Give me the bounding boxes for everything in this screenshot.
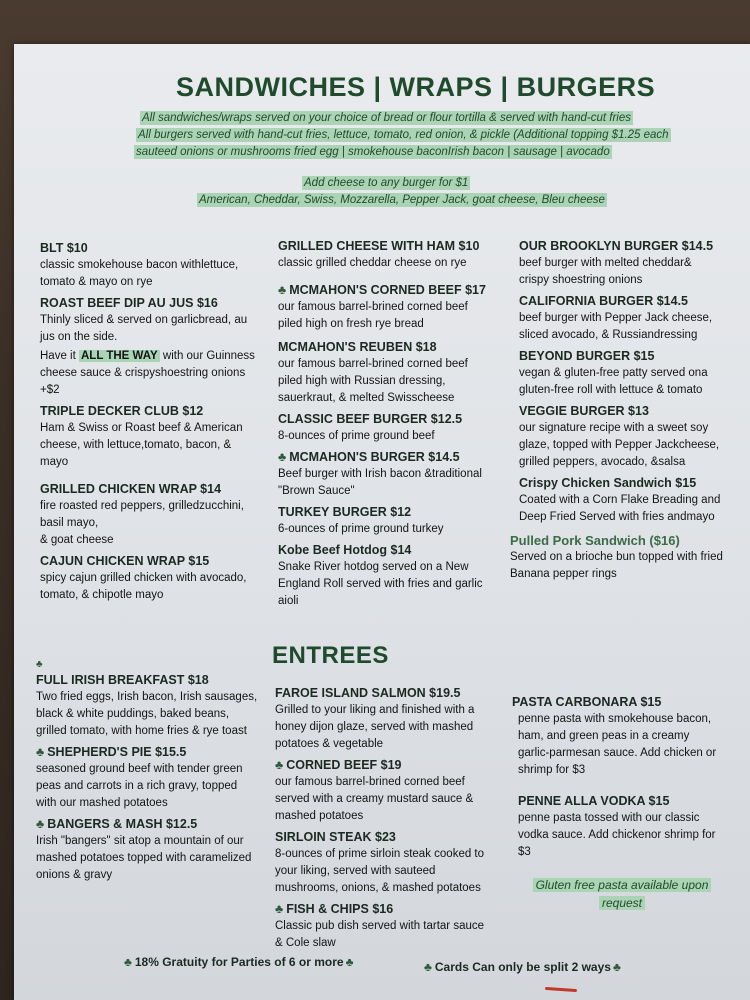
sandwich-column-1 xyxy=(40,236,260,606)
menu-item-desc: & goat cheese xyxy=(40,534,114,546)
menu-item-desc: Ham & Swiss or Roast beef & American cheese, with lettuce,tomato, bacon, & mayo xyxy=(40,422,243,468)
menu-item-desc: Snake River hotdog served on a New England Roll served with fries and garlic aioli xyxy=(278,561,483,607)
menu-item-title: VEGGIE BURGER $13 xyxy=(519,404,649,418)
menu-item-desc: Irish "bangers" sit atop a mountain of our mashed potatoes topped with caramelized onions & gravy xyxy=(36,835,252,881)
menu-item-desc: Two fried eggs, Irish bacon, Irish sausages, black & white puddings, baked beans, grilled tomato, with home fries & rye toast xyxy=(36,691,258,737)
menu-item-title: ♣ SHEPHERD'S PIE $15.5 xyxy=(36,745,187,759)
menu-item-desc: spicy cajun grilled chicken with avocado, tomato, & chipotle mayo xyxy=(40,572,247,601)
menu-item-title: MCMAHON'S REUBEN $18 xyxy=(278,340,437,354)
shamrock-icon: ♣ xyxy=(275,758,284,772)
shamrock-icon: ♣ xyxy=(36,659,43,670)
menu-item-title: Kobe Beef Hotdog $14 xyxy=(278,543,412,557)
shamrock-icon: ♣ xyxy=(345,955,354,969)
shamrock-icon: ♣ xyxy=(124,955,132,969)
menu-item-desc: our famous barrel-brined corned beef piled high on fresh rye bread xyxy=(278,301,468,330)
entree-column-2 xyxy=(275,681,487,954)
menu-item-desc: Coated with a Corn Flake Breading and Deep Fried Served with fries andmayo xyxy=(519,494,721,523)
cheese-note-1: Add cheese to any burger for $1 xyxy=(304,177,469,189)
menu-item-desc: penne pasta tossed with our classic vodka sauce. Add chickenor shrimp for $3 xyxy=(518,812,716,858)
sandwiches-title: SANDWICHES | WRAPS | BURGERS xyxy=(176,72,656,102)
menu-item-title: ♣ BANGERS & MASH $12.5 xyxy=(36,817,198,831)
menu-item-desc: 6-ounces of prime ground turkey xyxy=(278,523,444,535)
menu-item-desc: classic grilled cheddar cheese on rye xyxy=(278,257,467,269)
shamrock-icon: ♣ xyxy=(612,960,621,974)
menu-item-title: PASTA CARBONARA $15 xyxy=(512,695,662,709)
menu-item-title: CLASSIC BEEF BURGER $12.5 xyxy=(278,412,463,426)
menu-item-title: ♣ CORNED BEEF $19 xyxy=(275,758,402,772)
shamrock-icon: ♣ xyxy=(278,450,287,464)
all-the-way-highlight: ALL THE WAY xyxy=(81,350,158,362)
shamrock-icon: ♣ xyxy=(36,817,45,831)
menu-item-title: CAJUN CHICKEN WRAP $15 xyxy=(40,554,210,568)
menu-item-title: GRILLED CHEESE WITH HAM $10 xyxy=(278,239,480,253)
menu-item-desc: beef burger with Pepper Jack cheese, sliced avocado, & Russiandressing xyxy=(519,312,713,341)
menu-item-title: FULL IRISH BREAKFAST $18 xyxy=(36,673,209,687)
menu-item-title: BEYOND BURGER $15 xyxy=(519,349,655,363)
menu-item-desc: Served on a brioche bun topped with fried Banana pepper rings xyxy=(510,551,723,580)
menu-item-title: TURKEY BURGER $12 xyxy=(278,505,412,519)
menu-item-title: ♣ MCMAHON'S CORNED BEEF $17 xyxy=(278,283,486,297)
menu-item-upgrade: Have it ALL THE WAY with our Guinness cheese sauce & crispyshoestring onions +$2 xyxy=(40,350,255,396)
sandwich-column-3 xyxy=(519,234,724,528)
menu-item-desc: penne pasta with smokehouse bacon, ham, and green peas in a creamy garlic-parmesan sauce. Add chicken or shrimp for $3 xyxy=(518,713,717,776)
shamrock-icon: ♣ xyxy=(424,960,432,974)
entree-column-1 xyxy=(36,660,258,886)
menu-item-desc: 8-ounces of prime sirloin steak cooked to your liking, served with sauteed mushrooms, onions, & mashed potatoes xyxy=(275,848,485,894)
menu-item-title: Pulled Pork Sandwich ($16) xyxy=(510,533,680,548)
menu-item-title: PENNE ALLA VODKA $15 xyxy=(518,794,670,808)
cheese-note-2: American, Cheddar, Swiss, Mozzarella, Pepper Jack, goat cheese, Bleu cheese xyxy=(199,194,605,206)
header-note-3: sauteed onions or mushrooms fried egg | smokehouse baconIrish bacon | sausage | avocado xyxy=(136,146,610,158)
menu-item-title: BLT $10 xyxy=(40,241,88,255)
menu-item-desc: Classic pub dish served with tartar sauce & Cole slaw xyxy=(275,920,485,949)
menu-item-desc: beef burger with melted cheddar& crispy shoestring onions xyxy=(519,257,692,286)
pulled-pork-item xyxy=(510,528,725,585)
menu-item-title: ♣ MCMAHON'S BURGER $14.5 xyxy=(278,450,460,464)
menu-item-title: OUR BROOKLYN BURGER $14.5 xyxy=(519,239,714,253)
header-note-1: All sandwiches/wraps served on your choice of bread or flour tortilla & served with hand-cut fries xyxy=(142,112,631,124)
menu-item-title: Crispy Chicken Sandwich $15 xyxy=(519,476,697,490)
sandwich-column-2 xyxy=(278,234,493,612)
menu-item-title: ♣ FISH & CHIPS $16 xyxy=(275,902,394,916)
menu-item-desc: Grilled to your liking and finished with a honey dijon glaze, served with mashed potatoes & vegetable xyxy=(275,704,475,750)
menu-item-desc: our signature recipe with a sweet soy glaze, topped with Pepper Jackcheese, grilled peppers, avocado, &salsa xyxy=(519,422,720,468)
shamrock-icon: ♣ xyxy=(278,283,287,297)
menu-item-title: SIRLOIN STEAK $23 xyxy=(275,830,396,844)
menu-item-title: CALIFORNIA BURGER $14.5 xyxy=(519,294,689,308)
header-note-2: All burgers served with hand-cut fries, lettuce, tomato, red onion, & pickle (Additional topping $1.25 each xyxy=(138,129,669,141)
menu-item-desc: Beef burger with Irish bacon &traditional "Brown Sauce" xyxy=(278,468,482,497)
menu-item-desc: our famous barrel-brined corned beef served with a creamy mustard sauce & mashed potatoes xyxy=(275,776,474,822)
menu-item-title: TRIPLE DECKER CLUB $12 xyxy=(40,404,204,418)
menu-item-desc: 8-ounces of prime ground beef xyxy=(278,430,435,442)
menu-item-title: FAROE ISLAND SALMON $19.5 xyxy=(275,686,461,700)
menu-item-desc: fire roasted red peppers, grilledzucchini, basil mayo, xyxy=(40,500,244,529)
shamrock-icon: ♣ xyxy=(275,902,284,916)
menu-item-desc: vegan & gluten-free patty served ona gluten-free roll with lettuce & tomato xyxy=(519,367,708,396)
gratuity-note: ♣ 18% Gratuity for Parties of 6 or more ♣ xyxy=(124,955,354,969)
menu-item-title: ROAST BEEF DIP AU JUS $16 xyxy=(40,296,218,310)
cards-split-note: ♣ Cards Can only be split 2 ways ♣ xyxy=(424,960,621,974)
shamrock-icon: ♣ xyxy=(36,745,45,759)
entrees-title: ENTREES xyxy=(272,642,389,669)
menu-item-title: GRILLED CHICKEN WRAP $14 xyxy=(40,482,222,496)
menu-item-desc: our famous barrel-brined corned beef piled high with Russian dressing, sauerkraut, & melted Swisscheese xyxy=(278,358,468,404)
menu-item-desc: seasoned ground beef with tender green peas and carrots in a rich gravy, topped with our mashed potatoes xyxy=(36,763,243,809)
entree-column-3 xyxy=(512,690,717,863)
gluten-free-note: Gluten free pasta available upon request xyxy=(512,876,732,912)
menu-item-desc: Thinly sliced & served on garlicbread, au jus on the side. xyxy=(40,314,248,343)
menu-item-desc: classic smokehouse bacon withlettuce, tomato & mayo on rye xyxy=(40,259,239,288)
